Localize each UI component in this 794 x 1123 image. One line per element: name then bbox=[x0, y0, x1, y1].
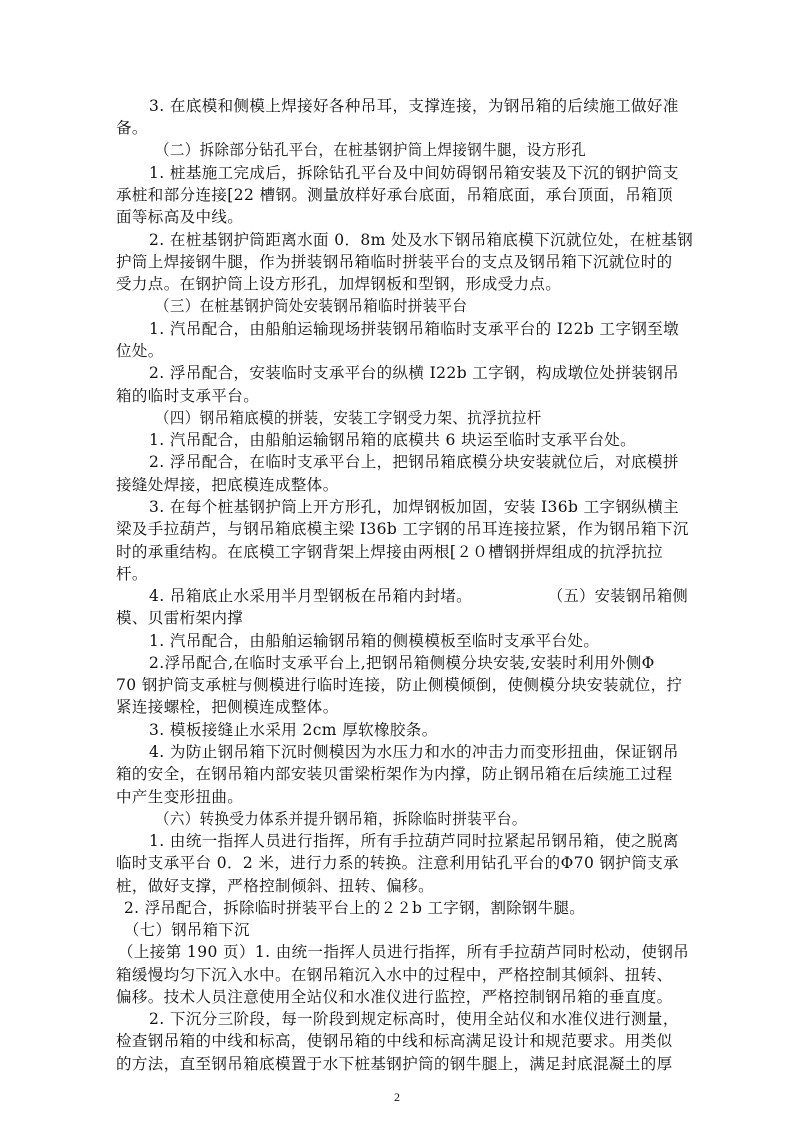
section-heading: （五）安装钢吊箱侧 bbox=[548, 587, 689, 605]
text-line: （上接第 190 页）1. 由统一指挥人员进行指挥，所有手拉葫芦同时松动，使钢吊 bbox=[118, 943, 690, 961]
text-line: 2. 浮吊配合，在临时支承平台上，把钢吊箱底模分块安装就位后，对底模拼 bbox=[149, 453, 679, 471]
text-line: 承桩和部分连接[22 槽钢。测量放样好承台底面，吊箱底面，承台顶面，吊箱顶 bbox=[116, 186, 673, 204]
text-line: 偏移。技术人员注意使用全站仪和水准仪进行监控，严格控制钢吊箱的垂直度。 bbox=[116, 988, 673, 1006]
text-line: 箱缓慢均匀下沉入水中。在钢吊箱沉入水中的过程中，严格控制其倾斜、扭转、 bbox=[116, 966, 673, 984]
text-line: 4. 吊箱底止水采用半月型钢板在吊箱内封堵。 bbox=[149, 587, 473, 605]
text-line: 70 钢护筒支承桩与侧模进行临时连接，防止侧模倾倒，使侧模分块安装就位，拧 bbox=[116, 676, 683, 694]
text-line: 2.浮吊配合,在临时支承平台上,把钢吊箱侧模分块安装,安装时利用外侧Φ bbox=[149, 654, 655, 672]
text-line: 3. 在底模和侧模上焊接好各种吊耳，支撑连接，为钢吊箱的后续施工做好准 bbox=[149, 97, 679, 115]
section-heading: （六）转换受力体系并提升钢吊箱，拆除临时拼装平台。 bbox=[155, 810, 527, 828]
text-line: 2. 浮吊配合，安装临时支承平台的纵横 I22b 工字钢，构成墩位处拼装钢吊 bbox=[149, 364, 680, 382]
page-number: 2 bbox=[394, 1090, 400, 1104]
text-line: 的方法，直至钢吊箱底模置于水下桩基钢护筒的钢牛腿上，满足封底混凝土的厚 bbox=[116, 1055, 673, 1073]
text-line: 3. 模板接缝止水采用 2cm 厚软橡胶条。 bbox=[149, 721, 438, 739]
text-line: 1. 由统一指挥人员进行指挥，所有手拉葫芦同时拉紧起吊钢吊箱，使之脱离 bbox=[149, 832, 679, 850]
text-line: 杆。 bbox=[116, 565, 148, 583]
text-line: 检查钢吊箱的中线和标高，使钢吊箱的中线和标高满足设计和规范要求。用类似 bbox=[116, 1032, 673, 1050]
text-line: 3. 在每个桩基钢护筒上开方形孔，加焊钢板加固，安装 I36b 工字钢纵横主 bbox=[149, 498, 680, 516]
text-line: 2. 在桩基钢护筒距离水面 0．8m 处及水下钢吊箱底模下沉就位处，在桩基钢 bbox=[149, 231, 694, 249]
text-line: 1. 汽吊配合，由船舶运输现场拼装钢吊箱临时支承平台的 I22b 工字钢至墩 bbox=[149, 320, 680, 338]
text-line: 1. 桩基施工完成后，拆除钻孔平台及中间妨碍钢吊箱安装及下沉的钢护筒支 bbox=[149, 164, 679, 182]
section-heading: （四）钢吊箱底模的拼装，安装工字钢受力架、抗浮抗拉杆 bbox=[155, 409, 542, 427]
section-heading: （二）拆除部分钻孔平台，在桩基钢护筒上焊接钢牛腿，设方形孔 bbox=[155, 141, 587, 159]
text-line: 临时支承平台 0．2 米，进行力系的转换。注意利用钻孔平台的Φ70 钢护筒支承 bbox=[116, 854, 680, 872]
section-heading: 模、贝雷桁架内撑 bbox=[116, 609, 244, 627]
text-line: 4. 为防止钢吊箱下沉时侧模因为水压力和水的冲击力而变形扭曲，保证钢吊 bbox=[149, 743, 679, 761]
text-line: 箱的临时支承平台。 bbox=[116, 387, 260, 405]
text-line: 2. 浮吊配合，拆除临时拼装平台上的２２b 工字钢，割除钢牛腿。 bbox=[124, 899, 585, 917]
section-heading: （三）在桩基钢护筒处安装钢吊箱临时拼装平台 bbox=[155, 297, 468, 315]
text-line: 位处。 bbox=[116, 342, 164, 360]
text-line: 护筒上焊接钢牛腿，作为拼装钢吊箱临时拼装平台的支点及钢吊箱下沉就位时的 bbox=[116, 253, 673, 271]
text-line: 桩，做好支撑，严格控制倾斜、扭转、偏移。 bbox=[116, 877, 435, 895]
text-line: 梁及手拉葫芦，与钢吊箱底模主梁 I36b 工字钢的吊耳连接拉紧，作为钢吊箱下沉 bbox=[116, 520, 689, 538]
text-line: 紧连接螺栓，把侧模连成整体。 bbox=[116, 698, 339, 716]
text-line: 中产生变形扭曲。 bbox=[116, 788, 244, 806]
text-line: 接缝处焊接，把底模连成整体。 bbox=[116, 476, 339, 494]
text-line: 备。 bbox=[116, 119, 148, 137]
text-line: 2. 下沉分三阶段，每一阶段到规定标高时，使用全站仪和水准仪进行测量， bbox=[149, 1010, 679, 1028]
text-line: 面等标高及中线。 bbox=[116, 208, 244, 226]
text-line: 时的承重结构。在底模工字钢背架上焊接由两根[２０槽钢拼焊组成的抗浮抗拉 bbox=[116, 543, 664, 561]
text-line: 箱的安全，在钢吊箱内部安装贝雷梁桁架作为内撑，防止钢吊箱在后续施工过程 bbox=[116, 765, 673, 783]
text-line: 1. 汽吊配合，由船舶运输钢吊箱的侧模模板至临时支承平台处。 bbox=[149, 632, 600, 650]
section-heading: （七）钢吊箱下沉 bbox=[124, 921, 250, 939]
text-line: 1. 汽吊配合，由船舶运输钢吊箱的底模共 6 块运至临时支承平台处。 bbox=[149, 431, 637, 449]
text-line: 受力点。在钢护筒上设方形孔，加焊钢板和型钢，形成受力点。 bbox=[116, 275, 562, 293]
